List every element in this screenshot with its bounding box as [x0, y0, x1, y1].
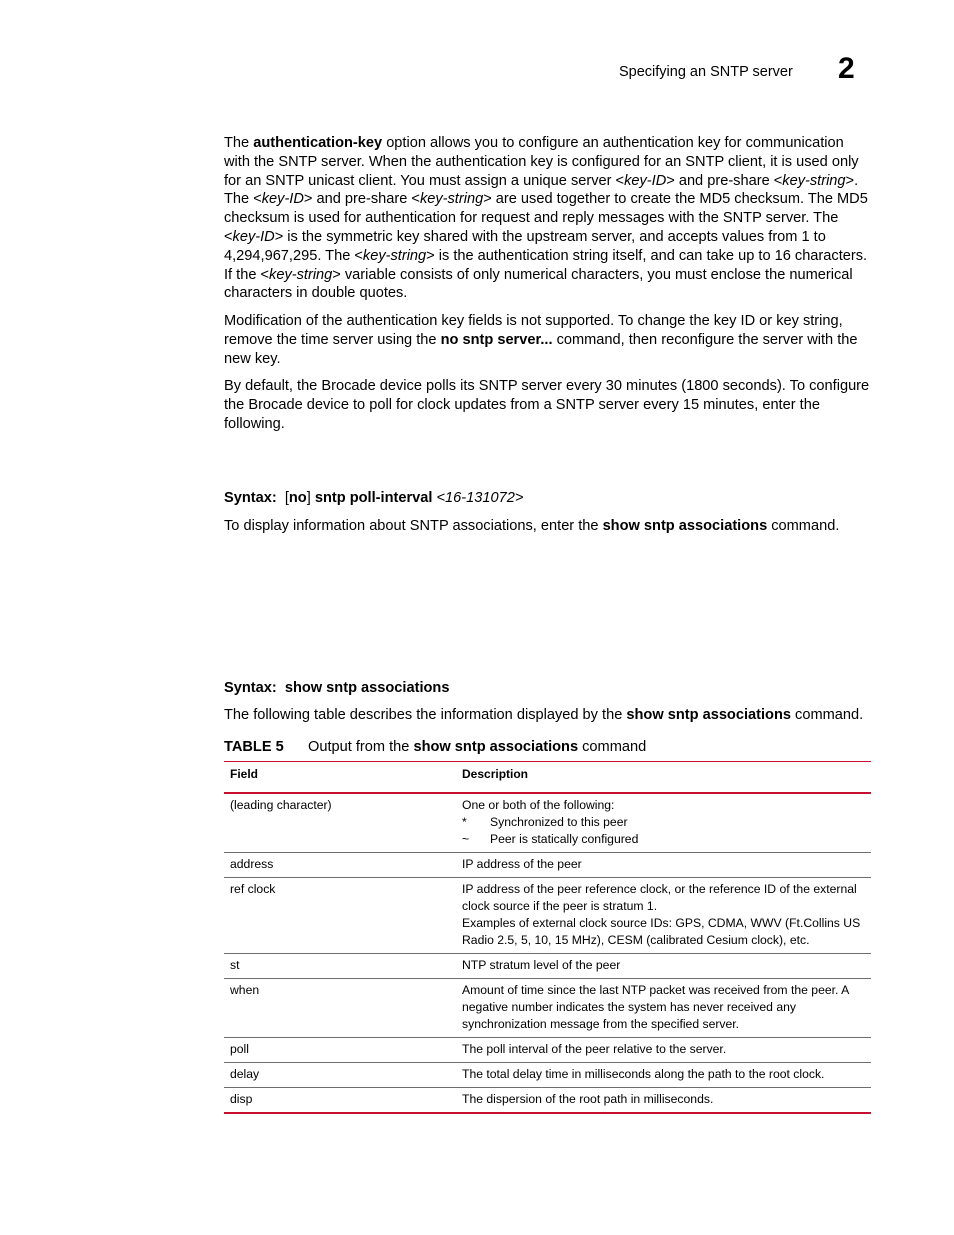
text: > is the authentication string itself, and can take up to 16 characters. If the <: [224, 247, 868, 283]
list-item: [462, 814, 865, 831]
text: Modification of the authentication key fields is not supported. To change the key ID or key string, remove the time server using the: [224, 313, 843, 348]
variable: key-ID: [232, 228, 275, 245]
authentication-key-paragraph: [224, 134, 872, 303]
description-text: One or both of the following:: [462, 798, 615, 812]
field-cell: ref clock: [224, 878, 456, 954]
text: By default, the Brocade device polls its SNTP server every 30 minutes (1800 seconds). To configure the Brocade device to poll for clock updates from a SNTP server every 15 minutes, enter the following.: [224, 378, 870, 432]
poll-default-paragraph: [224, 377, 872, 433]
keyword: show sntp associations: [602, 518, 768, 534]
description-cell: Amount of time since the last NTP packet was received from the peer. A negative number indicates the system has never received any synchronization message from the specified server.: [456, 979, 871, 1038]
description-text: Examples of external clock source IDs: GPS, CDMA, WWV (Ft.Collins US Radio 2.5, 5, 10, 15 MHz), CESM (calibrated Cesium clock), etc.: [462, 916, 861, 947]
description-cell: The total delay time in milliseconds along the path to the root clock.: [456, 1063, 871, 1088]
table-row: [224, 979, 871, 1038]
keyword: no: [288, 490, 307, 506]
field-cell: (leading character): [224, 793, 456, 853]
text: >. The <: [224, 172, 859, 208]
text: command: [578, 739, 647, 755]
table-intro-paragraph: [224, 706, 872, 725]
table-row: [224, 1088, 871, 1114]
keyword: authentication-key: [253, 135, 383, 151]
list-item-text: Synchronized to this peer: [490, 815, 628, 829]
variable: key-string: [782, 172, 846, 189]
list-item-text: Peer is statically configured: [490, 832, 639, 846]
table-row: [224, 1063, 871, 1088]
variable: key-ID: [261, 191, 304, 208]
text: command.: [767, 518, 840, 534]
text: To display information about SNTP associations, enter the: [224, 518, 603, 534]
text: > and pre-share <: [303, 191, 420, 208]
description-cell: [456, 793, 871, 853]
keyword: show sntp associations: [413, 739, 579, 755]
text: > and pre-share <: [666, 172, 783, 189]
text: option allows you to configure an authentication key for communication with the SNTP server. When the authentication key is configured for an SNTP client, it is used only for an SNTP unicast client. You must assign a unique server <: [224, 135, 859, 189]
field-cell: st: [224, 954, 456, 979]
text: The: [224, 135, 254, 151]
text: > are used together to create the MD5 checksum. The MD5 checksum is used for authentication for request and reply messages with the SNTP server. The <: [224, 191, 868, 245]
bracket: [: [284, 490, 289, 506]
table-row: [224, 1038, 871, 1063]
table-row: [224, 853, 871, 878]
description-text: IP address of the peer reference clock, or the reference ID of the external clock source if the peer is stratum 1.: [462, 882, 857, 913]
field-cell: disp: [224, 1088, 456, 1114]
text: Output from the: [308, 739, 414, 755]
syntax-label: Syntax:: [224, 490, 277, 506]
variable: key-string: [362, 247, 427, 264]
description-cell: The poll interval of the peer relative to the server.: [456, 1038, 871, 1063]
description-cell: [456, 878, 871, 954]
field-cell: when: [224, 979, 456, 1038]
variable: <16-131072>: [436, 490, 524, 506]
table-row: [224, 954, 871, 979]
tilde-symbol: ~: [462, 832, 470, 846]
bracket: ]: [306, 490, 311, 506]
table-header-row: [224, 762, 871, 794]
modification-paragraph: [224, 312, 872, 368]
text: command, then reconfigure the server with the new key.: [224, 331, 858, 367]
command: show sntp associations: [284, 680, 450, 696]
variable: key-string: [269, 266, 333, 283]
text: > variable consists of only numerical characters, you must enclose the numerical characters in double quotes.: [224, 266, 853, 302]
description-cell: IP address of the peer: [456, 853, 871, 878]
text: > is the symmetric key shared with the upstream server, and accepts values from 1 to 4,294,967,295. The <: [224, 228, 826, 264]
field-cell: delay: [224, 1063, 456, 1088]
table-row: [224, 878, 871, 954]
variable: key-string: [419, 191, 484, 208]
chapter-number: 2: [838, 52, 855, 85]
keyword: show sntp associations: [626, 707, 791, 723]
display-associations-paragraph: [224, 517, 872, 536]
column-header-field: Field: [224, 762, 456, 794]
table-row: [224, 793, 871, 853]
field-cell: poll: [224, 1038, 456, 1063]
variable: key-ID: [624, 172, 667, 189]
list-item: [462, 831, 865, 848]
syntax-poll-interval: [224, 490, 523, 506]
command: sntp poll-interval: [314, 490, 433, 506]
text: The following table describes the information displayed by the: [224, 707, 627, 723]
table-label: TABLE 5: [224, 739, 284, 755]
description-cell: The dispersion of the root path in milliseconds.: [456, 1088, 871, 1114]
text: command.: [791, 707, 864, 723]
asterisk-symbol: *: [462, 815, 467, 829]
syntax-label: Syntax:: [224, 680, 277, 696]
keyword: no sntp server...: [440, 331, 553, 348]
description-cell: NTP stratum level of the peer: [456, 954, 871, 979]
field-cell: address: [224, 853, 456, 878]
column-header-description: Description: [456, 762, 871, 794]
table-caption: [224, 739, 646, 755]
section-title: Specifying an SNTP server: [619, 64, 793, 80]
sntp-associations-table: [224, 761, 871, 1114]
syntax-show-associations: [224, 680, 449, 696]
